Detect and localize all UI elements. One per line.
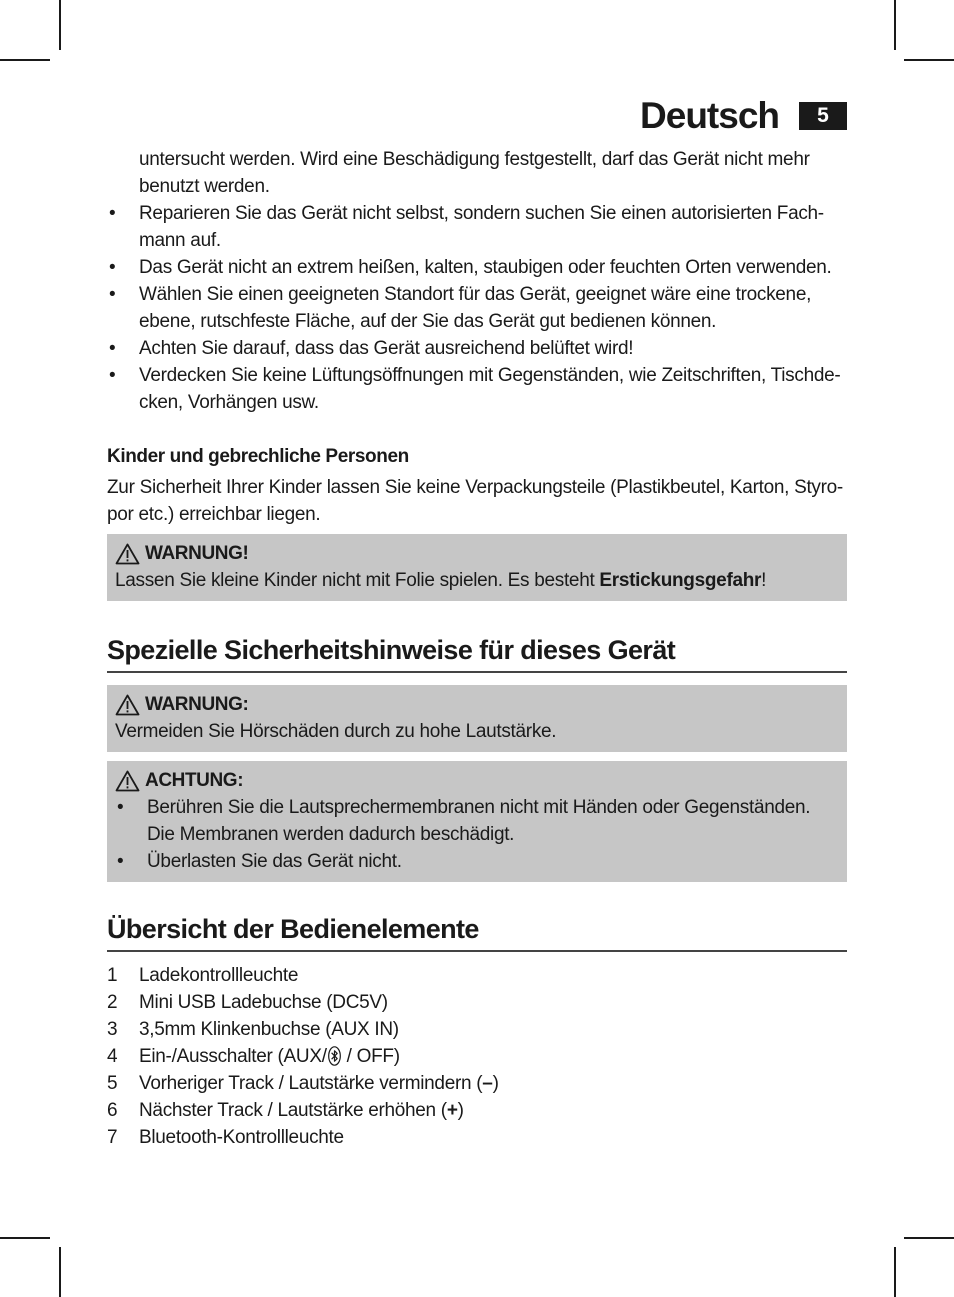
item-text: 3,5mm Klinkenbuchse (AUX IN) [139,1019,399,1040]
item-text-part: Nächster Track / Lautstärke erhöhen ( [139,1100,447,1121]
warning-triangle-icon [115,694,140,716]
safety-bullet-list [107,200,847,416]
item-number: 2 [107,992,118,1013]
item-text: Ladekontrollleuchte [139,965,299,986]
item-text [139,1070,499,1097]
caution-title [115,767,839,794]
crop-mark [904,1237,954,1239]
crop-mark [0,1237,50,1239]
crop-mark [894,1247,896,1297]
warning-text: Vermeiden Sie Hörschäden durch zu hohe Lautstärke. [115,721,557,742]
warning-triangle-icon [115,543,140,565]
item-number: 7 [107,1127,118,1148]
list-item: • Berühren Sie die Lautsprechermembranen nicht mit Händen oder Gegenständen. Die Membranen werden dadurch beschädigt. [115,794,839,848]
list-item: • Achten Sie darauf, dass das Gerät ausreichend belüftet wird! [107,335,847,362]
list-item: • Verdecken Sie keine Lüftungsöffnungen mit Gegenständen, wie Zeitschriften, Tischde-cken, Vorhängen usw. [107,362,847,416]
list-item [107,1124,847,1151]
item-text-part: ) [457,1100,464,1121]
plus-symbol: + [446,1100,458,1121]
item-text [139,1097,464,1124]
list-item [107,1043,847,1070]
children-warning-box [107,534,847,601]
item-text-part: Vorheriger Track / Lautstärke vermindern ( [139,1073,483,1094]
item-number: 5 [107,1073,118,1094]
warning-text-bold: Erstickungsgefahr [599,570,762,591]
list-item: • Reparieren Sie das Gerät nicht selbst, sondern suchen Sie einen autorisierten Fach-mann auf. [107,200,847,254]
item-text-part: ) [492,1073,499,1094]
page-content [107,146,847,1151]
crop-mark [904,59,954,61]
item-number: 1 [107,965,118,986]
hearing-warning-box [107,685,847,752]
list-item: • Wählen Sie einen geeigneten Standort für das Gerät, geeignet wäre eine trockene, ebene, rutschfeste Fläche, auf der Sie das Gerät gut bedienen können. [107,281,847,335]
minus-symbol: – [482,1073,493,1094]
list-item [107,989,847,1016]
item-text [139,1043,400,1070]
children-paragraph: Zur Sicherheit Ihrer Kinder lassen Sie keine Verpackungsteile (Plastikbeutel, Karton, Styro-por etc.) erreichbar liegen. [107,477,843,525]
warning-text [115,567,839,594]
caution-title-text: ACHTUNG: [145,770,244,791]
item-text-part: / OFF) [341,1046,400,1067]
item-number: 6 [107,1100,118,1121]
warning-text-part: Lassen Sie kleine Kinder nicht mit Folie spielen. Es besteht [115,570,600,591]
caution-bullet-list [115,794,839,875]
crop-mark [59,1247,61,1297]
controls-overview-heading: Übersicht der Bedienelemente [107,912,847,952]
crop-mark [894,0,896,50]
crop-mark [59,0,61,50]
list-item [107,1097,847,1124]
item-text-part: Ein-/Ausschalter (AUX/ [139,1046,327,1067]
warning-title [115,691,839,718]
warning-title [115,540,839,567]
warning-triangle-icon [115,770,140,792]
special-safety-heading: Spezielle Sicherheitshinweise für dieses Gerät [107,633,847,673]
bluetooth-icon [328,1046,341,1066]
item-text: Bluetooth-Kontrollleuchte [139,1127,344,1148]
continued-paragraph: untersucht werden. Wird eine Beschädigung festgestellt, darf das Gerät nicht mehr benutzt werden. [139,149,810,197]
list-item: • Überlasten Sie das Gerät nicht. [115,848,839,875]
warning-title-text: WARNUNG: [145,694,249,715]
warning-text-part: ! [761,570,767,591]
list-item [107,1070,847,1097]
list-item [107,1016,847,1043]
page-header [640,96,847,136]
language-title: Deutsch [640,95,779,136]
item-number: 3 [107,1019,118,1040]
warning-title-text: WARNUNG! [145,543,249,564]
item-number: 4 [107,1046,118,1067]
crop-mark [0,59,50,61]
page-number: 5 [799,102,847,130]
list-item [107,962,847,989]
children-heading: Kinder und gebrechliche Personen [107,446,409,467]
list-item: • Das Gerät nicht an extrem heißen, kalten, staubigen oder feuchten Orten verwenden. [107,254,847,281]
caution-box [107,761,847,882]
controls-list [107,962,847,1151]
item-text: Mini USB Ladebuchse (DC5V) [139,992,388,1013]
